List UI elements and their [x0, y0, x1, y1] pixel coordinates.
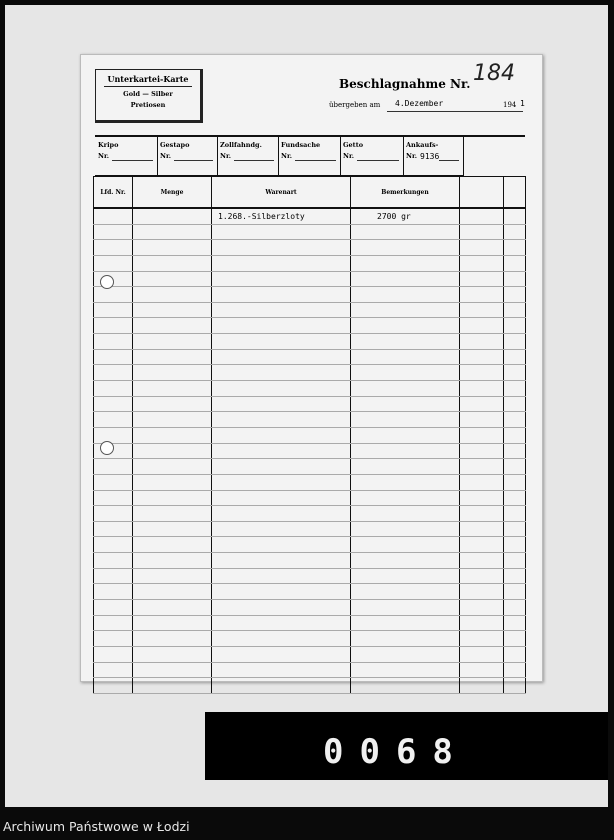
table-cell	[460, 224, 504, 240]
table-cell	[351, 537, 460, 553]
table-cell	[133, 412, 212, 428]
table-cell	[94, 584, 133, 600]
table-row	[94, 521, 526, 537]
table-row	[94, 349, 526, 365]
table-cell	[94, 631, 133, 647]
table-cell	[212, 568, 351, 584]
table-cell	[94, 646, 133, 662]
table-cell	[504, 240, 526, 256]
table-cell	[504, 459, 526, 475]
table-cell	[460, 240, 504, 256]
table-cell	[94, 318, 133, 334]
table-cell	[504, 506, 526, 522]
ref-cell-name: Zollfahndg.	[220, 141, 262, 149]
table-cell	[504, 443, 526, 459]
table-cell	[351, 443, 460, 459]
table-cell	[504, 662, 526, 678]
table-cell	[504, 412, 526, 428]
table-cell	[94, 287, 133, 303]
table-cell	[351, 412, 460, 428]
table-cell	[504, 521, 526, 537]
card-type-line1: Gold — Silber	[123, 90, 173, 98]
table-cell	[94, 427, 133, 443]
table-header	[94, 177, 526, 209]
table-cell	[212, 631, 351, 647]
ref-cell	[217, 137, 279, 176]
table-cell	[133, 381, 212, 397]
table-cell	[94, 208, 133, 224]
ref-cell-value: 9136	[420, 152, 440, 161]
table-cell	[94, 553, 133, 569]
table-cell	[460, 537, 504, 553]
table-row	[94, 662, 526, 678]
frame-number: 0068	[323, 732, 469, 772]
table-row	[94, 537, 526, 553]
table-cell	[133, 600, 212, 616]
table-cell	[94, 224, 133, 240]
table-cell	[133, 302, 212, 318]
table-cell	[504, 224, 526, 240]
column-header: Warenart	[212, 177, 351, 209]
table-cell	[133, 474, 212, 490]
table-cell	[212, 427, 351, 443]
ref-cell-name: Ankaufs-	[406, 141, 439, 149]
table-row	[94, 302, 526, 318]
table-cell	[460, 334, 504, 350]
table-cell	[351, 600, 460, 616]
table-cell	[351, 349, 460, 365]
table-row	[94, 427, 526, 443]
table-cell	[133, 568, 212, 584]
table-row	[94, 208, 526, 224]
table-cell	[351, 381, 460, 397]
table-cell	[133, 255, 212, 271]
table-cell	[212, 600, 351, 616]
table-cell	[94, 662, 133, 678]
table-cell	[212, 615, 351, 631]
table-row	[94, 584, 526, 600]
table-cell	[212, 662, 351, 678]
table-cell	[133, 365, 212, 381]
ref-cell-nr	[406, 152, 463, 161]
table-cell	[504, 208, 526, 224]
table-cell	[351, 474, 460, 490]
table-cell	[351, 396, 460, 412]
table-cell	[351, 287, 460, 303]
table-cell	[504, 631, 526, 647]
table-cell	[460, 396, 504, 412]
ref-cell-nr-label: Nr.	[343, 152, 355, 160]
table-cell	[351, 506, 460, 522]
table-cell	[212, 318, 351, 334]
column-header	[460, 177, 504, 209]
table-cell	[351, 365, 460, 381]
table-cell	[133, 349, 212, 365]
table-cell	[460, 568, 504, 584]
table-cell	[133, 240, 212, 256]
table-cell	[504, 302, 526, 318]
table-cell	[351, 678, 460, 694]
table-cell	[133, 208, 212, 224]
year-suffix: 1	[520, 99, 525, 108]
table-row	[94, 443, 526, 459]
table-cell	[504, 646, 526, 662]
table-cell	[460, 287, 504, 303]
handed-over-label: übergeben am	[329, 101, 381, 109]
table-cell	[133, 396, 212, 412]
table-cell	[351, 271, 460, 287]
table-cell	[351, 302, 460, 318]
table-cell	[133, 459, 212, 475]
table-cell	[504, 287, 526, 303]
goods-table	[93, 176, 526, 694]
table-cell	[351, 224, 460, 240]
table-cell	[351, 521, 460, 537]
table-cell	[212, 646, 351, 662]
ref-cell-name: Kripo	[98, 141, 119, 149]
table-cell	[133, 287, 212, 303]
table-row	[94, 506, 526, 522]
table-cell	[212, 537, 351, 553]
table-cell	[460, 443, 504, 459]
table-row	[94, 646, 526, 662]
table-cell	[133, 490, 212, 506]
table-cell	[351, 240, 460, 256]
table-cell	[94, 381, 133, 397]
column-header: Bemerkungen	[351, 177, 460, 209]
table-cell	[504, 365, 526, 381]
table-cell	[504, 553, 526, 569]
table-cell	[460, 381, 504, 397]
table-cell	[460, 459, 504, 475]
table-cell	[351, 615, 460, 631]
table-cell	[133, 584, 212, 600]
table-cell	[504, 255, 526, 271]
table-cell	[504, 334, 526, 350]
table-row	[94, 412, 526, 428]
table-cell	[504, 600, 526, 616]
table-cell	[351, 631, 460, 647]
ref-cell	[157, 137, 218, 176]
date-underline	[387, 111, 523, 112]
table-row	[94, 396, 526, 412]
table-cell	[133, 662, 212, 678]
table-cell	[133, 506, 212, 522]
table-cell	[460, 412, 504, 428]
table-cell	[351, 427, 460, 443]
table-cell	[351, 553, 460, 569]
table-cell	[351, 646, 460, 662]
table-cell	[504, 381, 526, 397]
punch-hole	[100, 441, 114, 455]
table-row	[94, 459, 526, 475]
table-cell	[351, 255, 460, 271]
table-cell	[504, 396, 526, 412]
table-cell	[212, 490, 351, 506]
table-cell	[94, 615, 133, 631]
table-cell	[351, 334, 460, 350]
table-cell	[94, 600, 133, 616]
ref-cell-nr	[281, 152, 340, 161]
table-cell	[460, 600, 504, 616]
table-cell	[94, 490, 133, 506]
card-type-box	[95, 69, 203, 123]
table-cell	[212, 459, 351, 475]
table-cell	[460, 271, 504, 287]
table-cell	[460, 365, 504, 381]
ref-cell-nr-label: Nr.	[406, 152, 418, 160]
table-cell	[212, 584, 351, 600]
table-cell	[133, 631, 212, 647]
table-cell	[351, 318, 460, 334]
table-cell	[212, 255, 351, 271]
handed-over-date: 4.Dezember	[395, 99, 444, 108]
table-cell	[212, 506, 351, 522]
table-body	[94, 208, 526, 693]
ref-cell-nr-label: Nr.	[98, 152, 110, 160]
ref-cell-name: Fundsache	[281, 141, 321, 149]
table-cell	[504, 678, 526, 694]
table-cell	[212, 287, 351, 303]
table-cell	[212, 553, 351, 569]
table-row	[94, 365, 526, 381]
table-row	[94, 553, 526, 569]
table-row	[94, 240, 526, 256]
table-cell	[460, 208, 504, 224]
table-cell	[212, 271, 351, 287]
table-cell	[504, 349, 526, 365]
column-header	[504, 177, 526, 209]
ref-cell	[278, 137, 341, 176]
table-cell	[504, 537, 526, 553]
table-cell	[460, 302, 504, 318]
table-cell	[133, 334, 212, 350]
table-row	[94, 334, 526, 350]
table-cell	[94, 459, 133, 475]
ref-cell	[95, 137, 158, 176]
table-cell	[94, 365, 133, 381]
table-cell	[504, 490, 526, 506]
handwritten-number: 184	[473, 61, 515, 86]
ref-cell	[340, 137, 404, 176]
table-cell	[460, 678, 504, 694]
table-cell	[212, 302, 351, 318]
table-cell	[94, 537, 133, 553]
table-cell	[460, 631, 504, 647]
table-cell	[94, 568, 133, 584]
table-cell	[94, 412, 133, 428]
table-cell	[504, 318, 526, 334]
table-row	[94, 318, 526, 334]
year-prefix: 194	[503, 101, 517, 109]
card-type-line2: Pretiosen	[130, 101, 166, 109]
table-cell	[212, 474, 351, 490]
card-title: Beschlagnahme Nr.	[339, 77, 471, 91]
table-cell	[212, 240, 351, 256]
table-row	[94, 678, 526, 694]
table-cell	[94, 334, 133, 350]
table-cell	[94, 349, 133, 365]
table-cell	[351, 459, 460, 475]
ref-cell-nr-label: Nr.	[220, 152, 232, 160]
table-cell	[460, 349, 504, 365]
ref-cell-nr-label: Nr.	[281, 152, 293, 160]
table-cell	[94, 240, 133, 256]
table-cell	[460, 553, 504, 569]
table-cell	[94, 521, 133, 537]
punch-hole	[100, 275, 114, 289]
table-cell	[460, 646, 504, 662]
table-cell	[94, 255, 133, 271]
table-cell	[460, 490, 504, 506]
table-cell	[133, 537, 212, 553]
table-cell: 1.268.-Silberzloty	[212, 208, 351, 224]
table-cell	[133, 678, 212, 694]
table-cell	[212, 443, 351, 459]
table-cell	[460, 255, 504, 271]
table-cell	[504, 427, 526, 443]
column-header: Menge	[133, 177, 212, 209]
table-cell	[212, 521, 351, 537]
table-cell	[460, 521, 504, 537]
table-row	[94, 287, 526, 303]
table-cell	[212, 381, 351, 397]
ref-cell-nr	[98, 152, 157, 161]
table-cell	[351, 662, 460, 678]
table-row	[94, 474, 526, 490]
table-cell	[212, 224, 351, 240]
table-cell	[133, 553, 212, 569]
table-cell	[133, 318, 212, 334]
table-cell	[504, 474, 526, 490]
table-cell	[460, 615, 504, 631]
ref-cell	[403, 137, 464, 176]
table-cell	[94, 506, 133, 522]
table-cell	[212, 412, 351, 428]
table-cell	[212, 678, 351, 694]
table-row	[94, 271, 526, 287]
table-cell	[212, 396, 351, 412]
ref-cell-nr	[160, 152, 217, 161]
table-cell	[133, 443, 212, 459]
table-cell	[460, 662, 504, 678]
archive-footer	[0, 808, 614, 840]
table-cell	[504, 568, 526, 584]
archive-name: Archiwum Państwowe w Łodzi	[3, 819, 190, 834]
table-cell	[133, 615, 212, 631]
table-cell	[94, 678, 133, 694]
table-cell	[460, 427, 504, 443]
table-cell	[133, 521, 212, 537]
table-cell	[351, 568, 460, 584]
table-cell	[133, 224, 212, 240]
frame-counter	[205, 712, 608, 780]
table-row	[94, 615, 526, 631]
table-cell	[460, 584, 504, 600]
table-cell	[133, 646, 212, 662]
table-cell	[460, 506, 504, 522]
table-cell: 2700 gr	[351, 208, 460, 224]
table-cell	[133, 427, 212, 443]
table-cell	[460, 318, 504, 334]
ref-cell-nr	[220, 152, 278, 161]
card-type-title: Unterkartei-Karte	[104, 74, 192, 87]
table-row	[94, 224, 526, 240]
table-cell	[212, 365, 351, 381]
ref-cell-name: Gestapo	[160, 141, 190, 149]
table-cell	[212, 334, 351, 350]
table-cell	[94, 396, 133, 412]
table-cell	[133, 271, 212, 287]
table-row	[94, 631, 526, 647]
table-row	[94, 490, 526, 506]
column-header: Lfd. Nr.	[94, 177, 133, 209]
table-row	[94, 255, 526, 271]
table-cell	[504, 615, 526, 631]
table-cell	[504, 584, 526, 600]
ref-cell-nr-label: Nr.	[160, 152, 172, 160]
table-cell	[351, 584, 460, 600]
table-row	[94, 381, 526, 397]
table-row	[94, 568, 526, 584]
table-cell	[94, 302, 133, 318]
ref-cell-name: Getto	[343, 141, 364, 149]
table-row	[94, 600, 526, 616]
table-cell	[94, 474, 133, 490]
table-cell	[460, 474, 504, 490]
table-cell	[504, 271, 526, 287]
table-cell	[212, 349, 351, 365]
ref-cell-nr	[343, 152, 403, 161]
index-card	[80, 54, 543, 682]
table-cell	[351, 490, 460, 506]
